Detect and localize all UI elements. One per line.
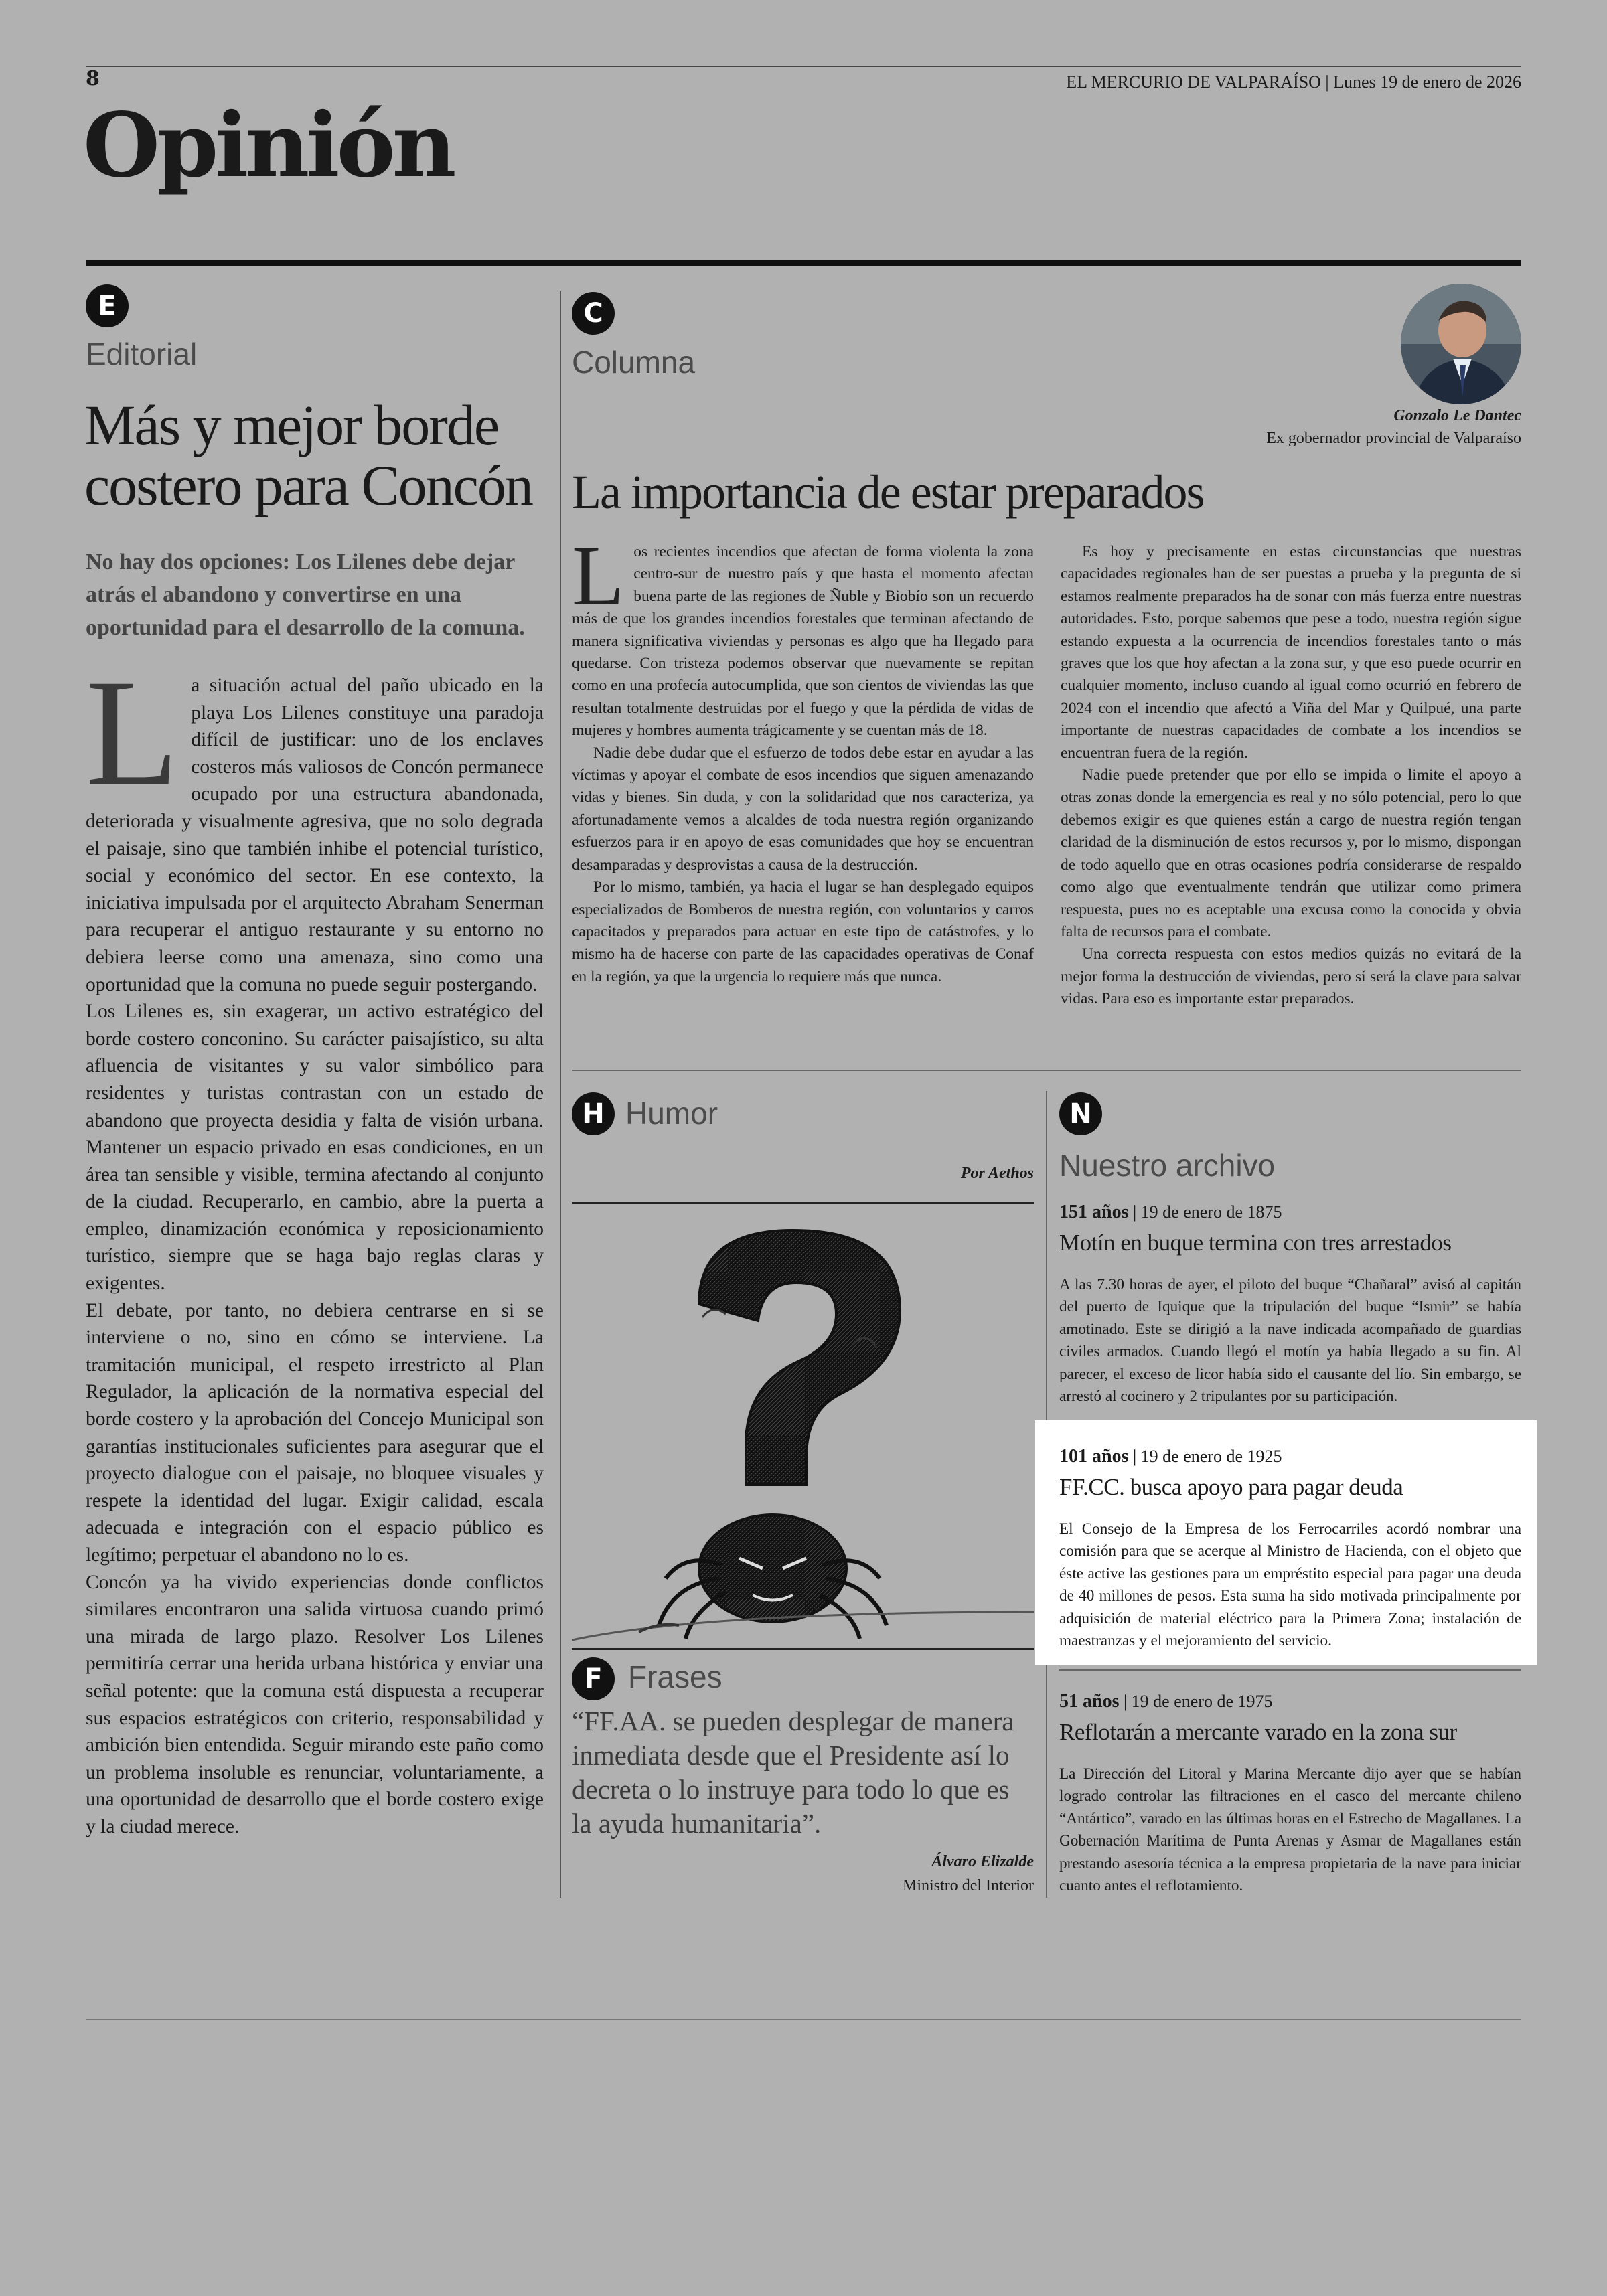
frases-kicker: Frases — [628, 1659, 722, 1694]
editorial-title-line1: Más y mejor borde — [84, 393, 499, 457]
humor-cartoon — [572, 1204, 1034, 1645]
archive-years: 101 años — [1059, 1446, 1129, 1467]
section-rule — [86, 260, 1521, 266]
humor-credit — [961, 1165, 1034, 1183]
column-paragraph: Nadie debe dudar que el esfuerzo de todos debe estar en ayudar a las víctimas y apoyar el combate de esos incendios que siguen amenazando vidas y bienes. Sin duda, y con la solidaridad que nos caracteriza, ya afortunadamente vemos a alcaldes de toda nuestra región organizando esfuerzos para ir en apoyo de esas comunidades que hoy se encuentran desamparadas y desprovistas a causa de la destrucción. — [572, 744, 1034, 874]
frases-role: Ministro del Interior — [903, 1877, 1034, 1894]
archive-item-header — [1059, 1202, 1521, 1223]
archive-rule — [1059, 1669, 1521, 1671]
archive-item — [1059, 1202, 1521, 1408]
archive-date: | 19 de enero de 1975 — [1123, 1692, 1273, 1711]
frases-badge: F — [572, 1657, 615, 1700]
frases-author-text: Álvaro Elizalde — [931, 1853, 1034, 1870]
editorial-title-line2: costero para Concón — [84, 453, 532, 517]
archive-title: Reflotarán a mercante varado en la zona sur — [1059, 1719, 1457, 1745]
column-paragraph: Una correcta respuesta con estos medios quizás no evitará de la mejor forma la destrucción de viviendas, pero sí será la clave para salvar vidas. Para eso es importante estar preparados. — [1061, 945, 1521, 1008]
archive-item-header — [1059, 1446, 1521, 1467]
editorial-title — [84, 395, 532, 515]
editorial-paragraph: a situación actual del paño ubicado en la playa Los Lilenes constituye una paradoja difícil de justificar: uno de los enclaves costeros más valiosos de Concón permanece ocupado por una estructura abandonada, deteriorada y visualmente agresiva, que no solo degrada el paisaje, sino que también inhibe el potencial turístico, social y económico del sector. En ese contexto, la iniciativa impulsada por el arquitecto Abraham Senerman para recuperar el antiguo restaurante y su entorno no debiera leerse como una amenaza, sino como una oportunidad que la comuna no puede seguir postergando. — [86, 675, 544, 995]
column-left-text — [572, 528, 1034, 988]
bottom-rule — [86, 2019, 1521, 2020]
section-title: Opinión — [83, 94, 453, 197]
column-dropcap: L — [572, 528, 625, 623]
archive-kicker: Nuestro archivo — [1059, 1148, 1276, 1183]
column-title: La importancia de estar preparados — [572, 465, 1204, 519]
archive-date: | 19 de enero de 1925 — [1132, 1447, 1282, 1466]
editorial-kicker: Editorial — [86, 337, 198, 372]
author-name — [1393, 407, 1521, 425]
column-paragraph: Por lo mismo, también, ya hacia el lugar se han desplegado equipos especializados de Bomberos de nuestra región, con voluntarios y carros capacitados y preparados para actuar en este tipo de catástrofes, y lo mismo ha de hacerse con parte de las capacidades operativas de Conaf en la región, ya que la urgencia lo requiere más que nunca. — [572, 878, 1034, 985]
archive-date: | 19 de enero de 1875 — [1132, 1202, 1282, 1222]
humor-kicker: Humor — [625, 1096, 718, 1131]
question-mark-spider-cartoon-icon — [572, 1204, 1034, 1645]
editorial-dropcap: L — [86, 649, 179, 817]
frases-rule — [572, 1648, 1034, 1650]
editorial-badge: E — [86, 284, 129, 327]
humor-badge: H — [572, 1092, 615, 1135]
masthead: EL MERCURIO DE VALPARAÍSO | Lunes 19 de enero de 2026 — [1066, 72, 1521, 92]
column-paragraph: Nadie puede pretender que por ello se impida o limite el apoyo a otras zonas donde la emergencia es real y no sólo potencial, pero lo que debemos exigir es que quienes están a cargo de nuestra región tengan claridad de la disminución de estos recursos y, por lo mismo, dispongan de todo aquello que en otras ocasiones podría considerarse de respaldo como algo que eventualmente tendrán que utilizar como primera respuesta, pues no es aceptable una excusa como la conocida y obvia falta de recursos para el combate. — [1061, 766, 1521, 940]
author-role: Ex gobernador provincial de Valparaíso — [1266, 430, 1521, 447]
author-portrait-icon — [1401, 284, 1521, 404]
frases-quote: “FF.AA. se pueden desplegar de manera inmediata desde que el Presidente así lo decreta o lo instruye para todo lo que es la ayuda humanitaria”. — [572, 1706, 1014, 1839]
page-number: 8 — [86, 67, 100, 90]
archive-item — [1059, 1691, 1521, 1897]
frases-author — [931, 1853, 1034, 1871]
archive-item-header — [1059, 1691, 1521, 1712]
archive-item — [1059, 1446, 1521, 1652]
author-photo — [1401, 284, 1521, 404]
column-paragraph: os recientes incendios que afectan de forma violenta la zona centro-sur de nuestro país y que hasta el momento afectan buena parte de las regiones de Ñuble y Biobío son un recuerdo más de que los grandes incendios forestales que terminan afectando de manera significativa viviendas y personas es algo que ha llegado para quedarse. Con tristeza podemos observar que nuevamente se repitan como en una profecía autocumplida, que son cientos de viviendas las que resultan totalmente destruidas por el fuego y que la pérdida de vidas de mujeres y hombres aumenta trágicamente y se cuentan más de 18. — [572, 543, 1034, 740]
top-rule — [86, 66, 1521, 67]
column-badge: C — [572, 292, 615, 335]
archive-title: Motín en buque termina con tres arrestados — [1059, 1230, 1452, 1256]
editorial-deck: No hay dos opciones: Los Lilenes debe dejar atrás el abandono y convertirse en una oportunidad para el desarrollo de la comuna. — [86, 550, 525, 640]
column-paragraph: Es hoy y precisamente en estas circunstancias que nuestras capacidades regionales han de ser puestas a prueba y la pregunta de si estamos realmente preparados ha de sonar con más fuerza entre nuestras autoridades. Esto, porque sabemos que pese a todo, nuestra región sigue estando expuesta a la ocurrencia de incendios forestales tanto o más graves que los que hoy afectan a la zona sur, y que eso puede ocurrir en cualquier momento, incluso cuando al igual como ocurrió en febrero de 2024 con el incendio que afectó a Viña del Mar y Quilpué, una parte importante de nuestras capacidades de combate a los incendios se encuentran fuera de la región. — [1061, 543, 1521, 762]
editorial-paragraph: El debate, por tanto, no debiera centrarse en si se interviene o no, sino en cómo se interviene. La tramitación municipal, el respeto irrestricto al Plan Regulador, la aplicación de la normativa especial del borde costero y la aprobación del Concejo Municipal son garantías institucionales suficientes para asegurar que el proyecto dialogue con el paisaje, no bloquee visuales y respete la identidad del lugar. Exigir calidad, escala adecuada e integración con el espacio público es legítimo; perpetuar el abandono no lo es. — [86, 1299, 544, 1566]
archive-body: El Consejo de la Empresa de los Ferrocarriles acordó nombrar una comisión para que se acerque al Ministro de Hacienda, con el objeto que éste active las gestiones para un empréstito especial para pagar una deuda de 40 millones de pesos. Esta suma ha sido motivada principalmente por adquisición de material eléctrico para la Primera Zona; instalación de maestranzas y el mejoramiento del servicio. — [1059, 1520, 1521, 1650]
column-bottom-rule — [572, 1070, 1521, 1071]
archive-body: A las 7.30 horas de ayer, el piloto del buque “Chañaral” avisó al capitán del puerto de Iquique que la tripulación del buque “Ismir” se había amotinado. Este se dirigió a la nave indicada acompañado de guardias civiles armados. Cuando llegó el motín ya había llegado a su fin. Al parecer, el exceso de licor había sido el causante del lío. Sin embargo, se arrestó al cocinero y 2 tripulantes por su participación. — [1059, 1276, 1521, 1406]
column-divider — [560, 291, 561, 1898]
archive-years: 51 años — [1059, 1691, 1120, 1712]
editorial-paragraph: Los Lilenes es, sin exagerar, un activo estratégico del borde costero conconino. Su carácter paisajístico, su alta afluencia de visitantes y su valor simbólico para residentes y turistas contrastan con un estado de abandono que proyecta desidia y falta de visión urbana. Mantener un espacio privado en esas condiciones, en un área tan sensible y visible, termina afectando al conjunto de la ciudad. Recuperarlo, en cambio, abre la puerta a empleo, dinamización económica y reposicionamiento turístico, siempre que se haga bajo reglas claras y exigentes. — [86, 1001, 544, 1295]
editorial-body — [86, 649, 544, 1841]
column-right-text — [1061, 541, 1521, 1011]
archive-body: La Dirección del Litoral y Marina Mercante dijo ayer que se habían logrado controlar las filtraciones en el casco del mercante chileno “Antártico”, varado en las últimas horas en el Estrecho de Magallanes. La Gobernación Marítima de Punta Arenas y Asmar de Magallanes están prestando asesoría técnica a la empresa propietaria de la nave para iniciar cuanto antes el reflotamiento. — [1059, 1765, 1521, 1895]
archive-title: FF.CC. busca apoyo para pagar deuda — [1059, 1474, 1403, 1500]
archive-badge: N — [1059, 1092, 1102, 1135]
humor-credit-text: Por Aethos — [960, 1165, 1034, 1182]
column-kicker: Columna — [572, 345, 696, 380]
author-name-text: Gonzalo Le Dantec — [1393, 407, 1521, 424]
editorial-paragraph: Concón ya ha vivido experiencias donde conflictos similares encontraron una salida virtuosa cuando primó una mirada de largo plazo. Resolver Los Lilenes permitiría cerrar una herida urbana histórica y enviar una señal potente: que la comuna está dispuesta a recuperar sus espacios estratégicos con criterio, responsabilidad y ambición bien entendida. Seguir mirando este paño como un problema insoluble es renunciar, voluntariamente, a una oportunidad de desarrollo que el borde costero exige y la ciudad merece. — [86, 1571, 544, 1837]
archive-years: 151 años — [1059, 1202, 1129, 1222]
